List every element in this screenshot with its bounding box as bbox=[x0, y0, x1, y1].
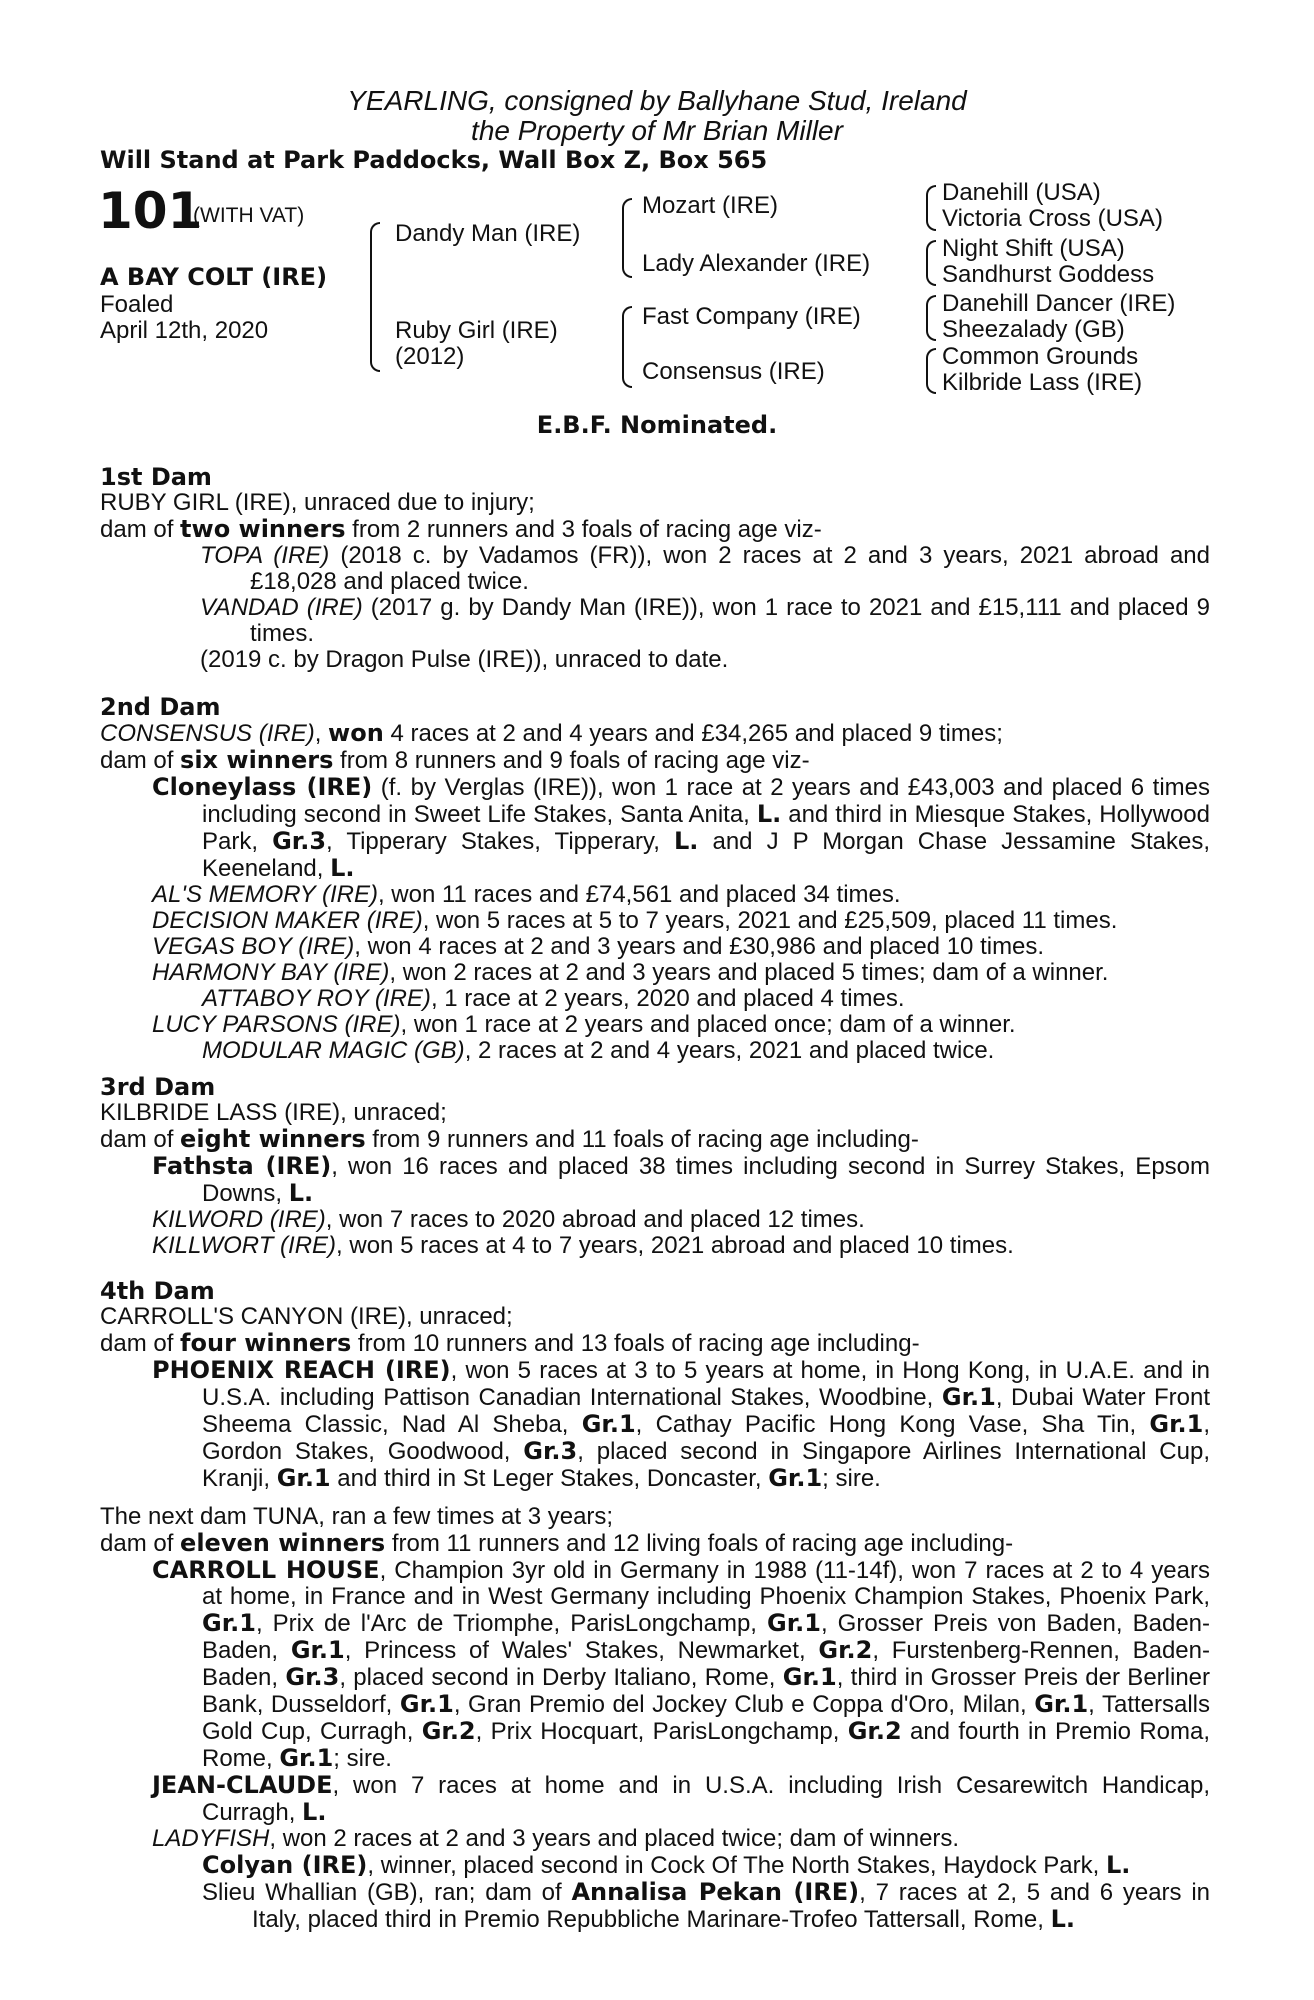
stand-location: Will Stand at Park Paddocks, Wall Box Z, Box 565 bbox=[100, 146, 768, 174]
second-dam-entry: ATTABOY ROY (IRE), 1 race at 2 years, 2020 and placed 4 times. bbox=[202, 985, 905, 1012]
third-dam-heading: 3rd Dam bbox=[100, 1073, 216, 1101]
next-dam-entry: Slieu Whallian (GB), ran; dam of Annalisa Pekan (IRE), 7 races at 2, 5 and 6 years in Italy, placed third in Premio Repubbliche Marinare-Trofeo Tattersall, Rome, L. bbox=[202, 1878, 1210, 1933]
second-dam-entry: HARMONY BAY (IRE), won 2 races at 2 and 3 years and placed 5 times; dam of a winner. bbox=[152, 959, 1109, 986]
next-dam-entry: CARROLL HOUSE, Champion 3yr old in Germany in 1988 (11-14f), won 7 races at 2 to 4 years at home, in France and in West Germany including Phoenix Champion Stakes, Phoenix Park, Gr.1, Prix de l'Arc de Triomphe, ParisLongchamp, Gr.1, Grosser Preis von Baden, Baden-Baden, Gr.1, Princess of Wales' Stakes, Newmarket, Gr.2, Furstenberg-Rennen, Baden-Baden, Gr.3, placed second in Derby Italiano, Rome, Gr.1, third in Grosser Preis der Berliner Bank, Dusseldorf, Gr.1, Gran Premio del Jockey Club e Coppa d'Oro, Milan, Gr.1, Tattersalls Gold Cup, Curragh, Gr.2, Prix Hocquart, ParisLongchamp, Gr.2 and fourth in Premio Roma, Rome, Gr.1; sire. bbox=[152, 1556, 1211, 1772]
second-dam-heading: 2nd Dam bbox=[100, 693, 221, 721]
dam-brace bbox=[622, 306, 632, 388]
next-dam-entry: JEAN-CLAUDE, won 7 races at home and in U.S.A. including Irish Cesarewitch Handicap, Curragh, L. bbox=[152, 1771, 1210, 1826]
third-dam-entry: Fathsta (IRE), won 16 races and placed 38 times including second in Surrey Stakes, Epsom Downs, L. bbox=[152, 1152, 1211, 1207]
pedigree-sire-dam: Lady Alexander (IRE) bbox=[642, 250, 871, 277]
second-dam-entry: MODULAR MAGIC (GB), 2 races at 2 and 4 years, 2021 and placed twice. bbox=[202, 1037, 995, 1064]
pedigree-ssd: Victoria Cross (USA) bbox=[942, 205, 1163, 232]
third-dam-entry: KILWORD (IRE), won 7 races to 2020 abroad and placed 12 times. bbox=[152, 1206, 865, 1233]
foaled-date: April 12th, 2020 bbox=[100, 317, 269, 344]
property-line: the Property of Mr Brian Miller bbox=[471, 115, 843, 146]
fourth-dam-line: CARROLL'S CANYON (IRE), unraced; bbox=[100, 1303, 513, 1330]
next-dam-entry: LADYFISH, won 2 races at 2 and 3 years and placed twice; dam of winners. bbox=[152, 1825, 960, 1852]
pedigree-dsd: Sheezalady (GB) bbox=[942, 316, 1125, 343]
pedigree-dds: Common Grounds bbox=[942, 343, 1139, 370]
ss-brace bbox=[926, 185, 936, 231]
first-dam-entry: (2019 c. by Dragon Pulse (IRE)), unraced to date. bbox=[200, 646, 729, 673]
third-dam-entry: KILLWORT (IRE), won 5 races at 4 to 7 years, 2021 abroad and placed 10 times. bbox=[152, 1232, 1014, 1259]
pedigree-sire: Dandy Man (IRE) bbox=[395, 220, 581, 247]
first-dam-heading: 1st Dam bbox=[100, 463, 212, 491]
pedigree-brace bbox=[370, 222, 380, 372]
sd-brace bbox=[926, 240, 936, 286]
third-dam-produce: dam of eight winners from 9 runners and 11 foals of racing age including- bbox=[100, 1125, 919, 1153]
foaled-label: Foaled bbox=[100, 291, 174, 318]
dd-brace bbox=[926, 348, 936, 394]
fourth-dam-produce: dam of four winners from 10 runners and 13 foals of racing age including- bbox=[100, 1329, 920, 1357]
pedigree-sdd: Sandhurst Goddess bbox=[942, 261, 1155, 288]
first-dam-section bbox=[100, 464, 1210, 673]
third-dam-line: KILBRIDE LASS (IRE), unraced; bbox=[100, 1099, 447, 1126]
pedigree-ddd: Kilbride Lass (IRE) bbox=[942, 369, 1143, 396]
ds-brace bbox=[926, 295, 936, 341]
second-dam-section bbox=[100, 694, 1210, 1064]
pedigree-dss: Danehill Dancer (IRE) bbox=[942, 290, 1176, 317]
second-dam-entry: AL'S MEMORY (IRE), won 11 races and £74,561 and placed 34 times. bbox=[152, 881, 901, 908]
next-dam-produce: dam of eleven winners from 11 runners and 12 living foals of racing age including- bbox=[100, 1529, 1014, 1557]
pedigree-sss: Danehill (USA) bbox=[942, 179, 1101, 206]
vat-note: (WITH VAT) bbox=[193, 204, 305, 227]
first-dam-entry: TOPA (IRE) (2018 c. by Vadamos (FR)), won 2 races at 2 and 3 years, 2021 abroad and £18,028 and placed twice. bbox=[200, 542, 1210, 595]
first-dam-produce: dam of two winners from 2 runners and 3 foals of racing age viz- bbox=[100, 515, 822, 543]
first-dam-entry: VANDAD (IRE) (2017 g. by Dandy Man (IRE)), won 1 race to 2021 and £15,111 and placed 9 times. bbox=[200, 594, 1210, 647]
lot-name: A BAY COLT (IRE) bbox=[100, 263, 328, 291]
second-dam-line: CONSENSUS (IRE), won 4 races at 2 and 4 years and £34,265 and placed 9 times; bbox=[100, 719, 1003, 747]
second-dam-produce: dam of six winners from 8 runners and 9 foals of racing age viz- bbox=[100, 746, 810, 774]
pedigree-dam: Ruby Girl (IRE) bbox=[395, 317, 558, 344]
fourth-dam-entry: PHOENIX REACH (IRE), won 5 races at 3 to 5 years at home, in Hong Kong, in U.A.E. and in U.S.A. including Pattison Canadian International Stakes, Woodbine, Gr.1, Dubai Water Front Sheema Classic, Nad Al Sheba, Gr.1, Cathay Pacific Hong Kong Vase, Sha Tin, Gr.1, Gordon Stakes, Goodwood, Gr.3, placed second in Singapore Airlines International Cup, Kranji, Gr.1 and third in St Leger Stakes, Doncaster, Gr.1; sire. bbox=[152, 1356, 1211, 1492]
fourth-dam-heading: 4th Dam bbox=[100, 1277, 215, 1305]
next-dam-entry: Colyan (IRE), winner, placed second in Cock Of The North Stakes, Haydock Park, L. bbox=[202, 1851, 1131, 1879]
lot-number: 101 bbox=[98, 182, 203, 240]
pedigree-dam-year: (2012) bbox=[395, 343, 465, 370]
consignor-line: YEARLING, consigned by Ballyhane Stud, Ireland bbox=[347, 85, 967, 116]
first-dam-line: RUBY GIRL (IRE), unraced due to injury; bbox=[100, 489, 535, 516]
pedigree-dam-sire: Fast Company (IRE) bbox=[642, 303, 861, 330]
ebf-nominated: E.B.F. Nominated. bbox=[536, 411, 778, 439]
second-dam-entry: DECISION MAKER (IRE), won 5 races at 5 to 7 years, 2021 and £25,509, placed 11 times. bbox=[152, 907, 1118, 934]
second-dam-entry: VEGAS BOY (IRE), won 4 races at 2 and 3 years and £30,986 and placed 10 times. bbox=[152, 933, 1045, 960]
sire-brace bbox=[622, 198, 632, 278]
second-dam-entry: Cloneylass (IRE) (f. by Verglas (IRE)), won 1 race at 2 years and £43,003 and placed 6 times including second in Sweet Life Stakes, Santa Anita, L. and third in Miesque Stakes, Hollywood Park, Gr.3, Tipperary Stakes, Tipperary, L. and J P Morgan Chase Jessamine Stakes, Keeneland, L. bbox=[152, 773, 1211, 882]
third-dam-section bbox=[100, 1074, 1210, 1259]
pedigree-dam-dam: Consensus (IRE) bbox=[642, 358, 825, 385]
next-dam-section bbox=[100, 1504, 1210, 1933]
next-dam-line: The next dam TUNA, ran a few times at 3 years; bbox=[100, 1503, 614, 1530]
pedigree-sds: Night Shift (USA) bbox=[942, 235, 1125, 262]
fourth-dam-section bbox=[100, 1278, 1210, 1492]
pedigree-sire-sire: Mozart (IRE) bbox=[642, 192, 779, 219]
second-dam-entry: LUCY PARSONS (IRE), won 1 race at 2 years and placed once; dam of a winner. bbox=[152, 1011, 1016, 1038]
